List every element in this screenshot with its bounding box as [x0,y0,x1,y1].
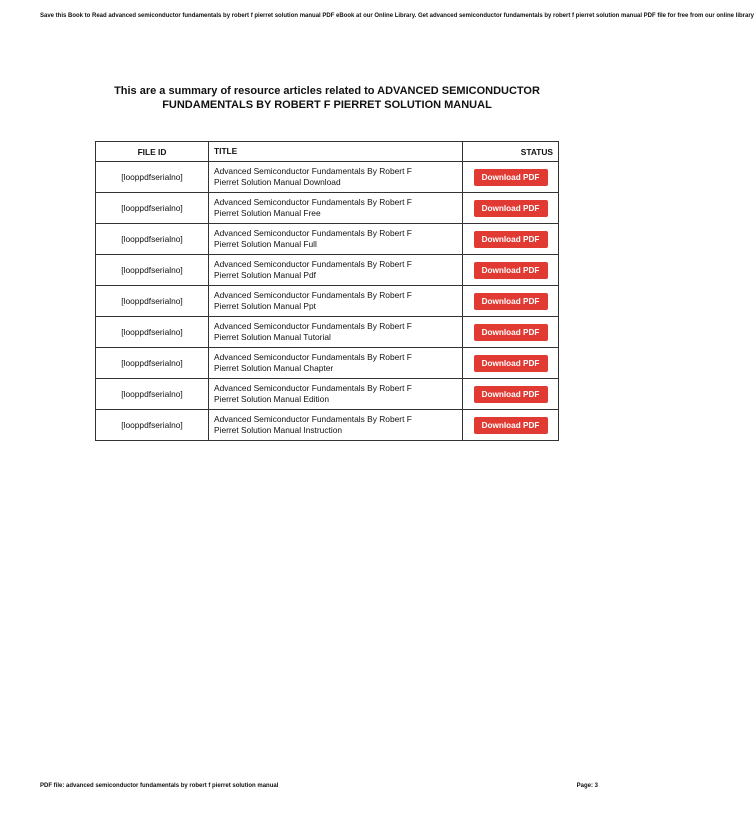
title-line-1: Advanced Semiconductor Fundamentals By Robert F [214,383,412,394]
file-id-cell: [looppdfserialno] [96,162,209,193]
summary-line-2: FUNDAMENTALS BY ROBERT F PIERRET SOLUTION MANUAL [162,99,492,111]
status-cell [463,162,559,193]
title-cell [209,379,463,410]
footer-page-number: Page: 3 [576,783,598,789]
title-cell [209,255,463,286]
title-line-2: Pierret Solution Manual Instruction [214,425,343,435]
status-cell [463,286,559,317]
file-id-cell: [looppdfserialno] [96,193,209,224]
title-line-2: Pierret Solution Manual Tutorial [214,332,331,342]
table-row [96,255,559,286]
header-status: STATUS [463,142,559,162]
title-cell [209,317,463,348]
title-line-2: Pierret Solution Manual Ppt [214,301,316,311]
table-row [96,224,559,255]
title-line-2: Pierret Solution Manual Edition [214,394,329,404]
table-row [96,162,559,193]
title-line-1: Advanced Semiconductor Fundamentals By Robert F [214,228,412,239]
title-line-2: Pierret Solution Manual Full [214,239,317,249]
file-id-cell: [looppdfserialno] [96,224,209,255]
table-header-row [96,142,559,162]
download-pdf-button[interactable]: Download PDF [474,169,548,186]
title-line-1: Advanced Semiconductor Fundamentals By Robert F [214,321,412,332]
table-row [96,193,559,224]
download-pdf-button[interactable]: Download PDF [474,293,548,310]
resources-table [95,141,559,441]
title-line-1: Advanced Semiconductor Fundamentals By Robert F [214,290,412,301]
status-cell [463,348,559,379]
status-cell [463,224,559,255]
header-title: TITLE [209,142,463,162]
table-row [96,317,559,348]
title-cell [209,224,463,255]
title-line-1: Advanced Semiconductor Fundamentals By Robert F [214,414,412,425]
header-file-id: FILE ID [96,142,209,162]
footer-file-label: PDF file: advanced semiconductor fundamentals by robert f pierret solution manual [40,783,279,789]
status-cell [463,193,559,224]
title-line-1: Advanced Semiconductor Fundamentals By Robert F [214,197,412,208]
title-line-2: Pierret Solution Manual Free [214,208,321,218]
title-line-2: Pierret Solution Manual Download [214,177,341,187]
file-id-cell: [looppdfserialno] [96,379,209,410]
title-cell [209,348,463,379]
file-id-cell: [looppdfserialno] [96,317,209,348]
table-row [96,348,559,379]
table-row [96,286,559,317]
summary-line-1: This are a summary of resource articles related to ADVANCED SEMICONDUCTOR [114,85,540,97]
download-pdf-button[interactable]: Download PDF [474,324,548,341]
file-id-cell: [looppdfserialno] [96,348,209,379]
top-banner: Save this Book to Read advanced semiconductor fundamentals by robert f pierret solution manual PDF eBook at our Online Library. Get advanced semiconductor fundamentals by robert f pierret solution manual PDF file for free from our online library [40,13,754,19]
status-cell [463,255,559,286]
download-pdf-button[interactable]: Download PDF [474,200,548,217]
title-cell [209,286,463,317]
table-row [96,379,559,410]
title-line-2: Pierret Solution Manual Chapter [214,363,334,373]
file-id-cell: [looppdfserialno] [96,255,209,286]
download-pdf-button[interactable]: Download PDF [474,417,548,434]
title-cell [209,410,463,441]
file-id-cell: [looppdfserialno] [96,410,209,441]
file-id-cell: [looppdfserialno] [96,286,209,317]
summary-heading [95,84,559,112]
download-pdf-button[interactable]: Download PDF [474,355,548,372]
status-cell [463,410,559,441]
download-pdf-button[interactable]: Download PDF [474,262,548,279]
status-cell [463,379,559,410]
title-line-1: Advanced Semiconductor Fundamentals By Robert F [214,259,412,270]
download-pdf-button[interactable]: Download PDF [474,231,548,248]
status-cell [463,317,559,348]
download-pdf-button[interactable]: Download PDF [474,386,548,403]
title-cell [209,193,463,224]
title-line-1: Advanced Semiconductor Fundamentals By Robert F [214,166,412,177]
table-row [96,410,559,441]
title-line-2: Pierret Solution Manual Pdf [214,270,316,280]
title-line-1: Advanced Semiconductor Fundamentals By Robert F [214,352,412,363]
title-cell [209,162,463,193]
